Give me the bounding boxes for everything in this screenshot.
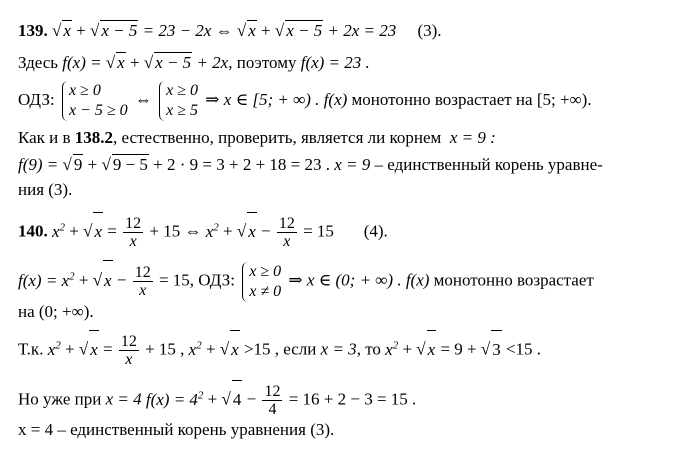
check-line: Как и в 138.2, естественно, проверить, является ли корнем x = 9 :	[18, 128, 496, 147]
system-of-inequalities: x ≥ 0 x − 5 ≥ 0	[62, 81, 128, 121]
equation-rhs: + 2x = 23	[327, 21, 397, 40]
interval-line: на (0; +∞).	[18, 302, 94, 321]
continuation-line: ния (3).	[18, 180, 73, 199]
radical-symbol: √	[52, 21, 62, 40]
problem-139-equation: 139. √ x + √ x − 5 = 23 − 2x ⇔ √ x + √ x − 5 + 2x = 23 (3).	[18, 21, 442, 40]
calc-line: f(9) = √ 9 + √ 9 − 5 + 2 · 9 = 3 + 2 + 18 = 23 . x = 9 – единственный корень уравне-	[18, 155, 603, 174]
problem-140-equation: 140. $x^2$ + √ x = $\frac{12}{x}$ + 15 ⇔ $x^2$ + √ x − $\frac{12}{x}$ = 15 (4).	[18, 208, 388, 251]
system-of-inequalities: x ≥ 0 x ≠ 0	[242, 262, 281, 302]
fraction-12-over-x: $\frac{12}{x}$	[125, 215, 142, 251]
definition-line: Здесь f(x) = √ x + √ x − 5 + 2x, поэтому f(x) = 23 .	[18, 53, 370, 72]
equation-middle: = 23 − 2x ⇔	[142, 21, 233, 40]
domain-line-139: ОДЗ: x ≥ 0 x − 5 ≥ 0 ⇔ x ≥ 0 x ≥ 5 ⇒ x ∈ [5; + ∞) . f(x) монотонно возрастает на [5; +∞).	[18, 82, 592, 120]
since-line: Т.к. $x^2$ + √ x = $\frac{12}{x}$ + 15 , $x^2$ + √ x >15 , если x = 3, то $x^2$ + √ x = 9 + √ 3 <15 .	[18, 326, 541, 369]
system-of-inequalities: x ≥ 0 x ≥ 5	[159, 81, 198, 121]
but-line: Но уже при x = 4 $f(x) = 4^2$ + √ 4 − $\frac{12}{4}$ = 16 + 2 − 3 = 15 .	[18, 376, 416, 419]
sqrt-x-minus-5: x − 5	[101, 21, 138, 40]
domain-line-140: $f(x) = x^2$ + √ x − $\frac{12}{x}$ = 15, ОДЗ: x ≥ 0 x ≠ 0 ⇒ x ∈ (0; + ∞) . f(x) монотонно возрастает	[18, 256, 594, 302]
sqrt-x: x	[63, 21, 71, 40]
final-answer-line: x = 4 – единственный корень уравнения (3).	[18, 420, 335, 439]
problem-number: 139.	[18, 21, 48, 40]
equation-ref: (3).	[417, 21, 442, 40]
